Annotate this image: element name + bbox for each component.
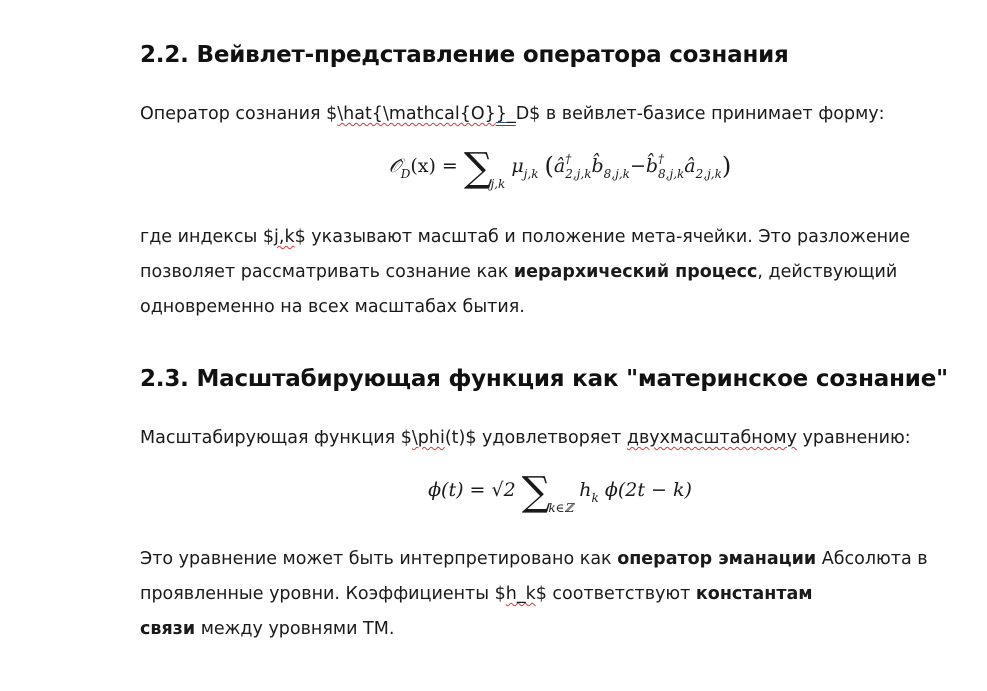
wavelet-operator-formula: $𝒪̂_D(x) = \sum_{j,k}$ $\mu_{j,k}$ $(â^\dagger_{2,j,k}b̂_{8,j,k}-b̂^\dagger_{8,j,k}â_{2,j,k})$ <box>388 145 732 191</box>
bold-term: иерархический процесс <box>513 262 758 282</box>
spell-error-text: двухмасштабному <box>626 428 797 448</box>
spell-error-text: j,k <box>274 227 295 247</box>
text-line: Масштабирующая функция $\phi(t)$ удовлетворяет двухмасштабному уравнению: <box>140 428 911 448</box>
paragraph-operator-intro <box>140 97 930 132</box>
two-scale-equation-formula: ϕ(t) = √2 $\sum_{k\in ℤ}$ $h_k$ ϕ(2t − k) <box>428 469 692 515</box>
bold-term: оператор эманации <box>617 549 817 569</box>
text-line: одновременно на всех масштабах бытия. <box>140 297 525 317</box>
paragraph-scaling-explanation <box>140 542 930 647</box>
spell-error-text: \phi <box>411 428 445 448</box>
paragraph-operator-explanation <box>140 220 930 325</box>
text-line: позволяет рассматривать сознание как иерархический процесс, действующий <box>140 262 898 282</box>
spell-error-text: h_k <box>505 584 536 604</box>
text-line: где индексы $j,k$ указывают масштаб и положение мета-ячейки. Это разложение <box>140 227 911 247</box>
paragraph-scaling-intro <box>140 421 930 456</box>
grammar-flag-text: }_ <box>495 104 516 124</box>
text-line: Оператор сознания $\hat{\mathcal{O}}_D$ в вейвлет-базисе принимает форму: <box>140 104 885 124</box>
summation-symbol: ∑ <box>463 145 493 191</box>
spell-error-text: \hat{\mathcal{O} <box>337 104 496 124</box>
bold-term: связи <box>140 619 196 639</box>
text-line: связи между уровнями ТМ. <box>140 619 395 639</box>
text-line: Это уравнение может быть интерпретировано как оператор эманации Абсолюта в <box>140 549 928 569</box>
bold-term: константам <box>695 584 813 604</box>
summation-symbol: ∑ <box>521 469 551 515</box>
section-heading-2-3: 2.3. Масштабирующая функция как "материнское сознание" <box>140 366 948 392</box>
text-line: проявленные уровни. Коэффициенты $h_k$ соответствуют константам <box>140 584 813 604</box>
section-heading-2-2: 2.2. Вейвлет-представление оператора сознания <box>140 42 789 68</box>
